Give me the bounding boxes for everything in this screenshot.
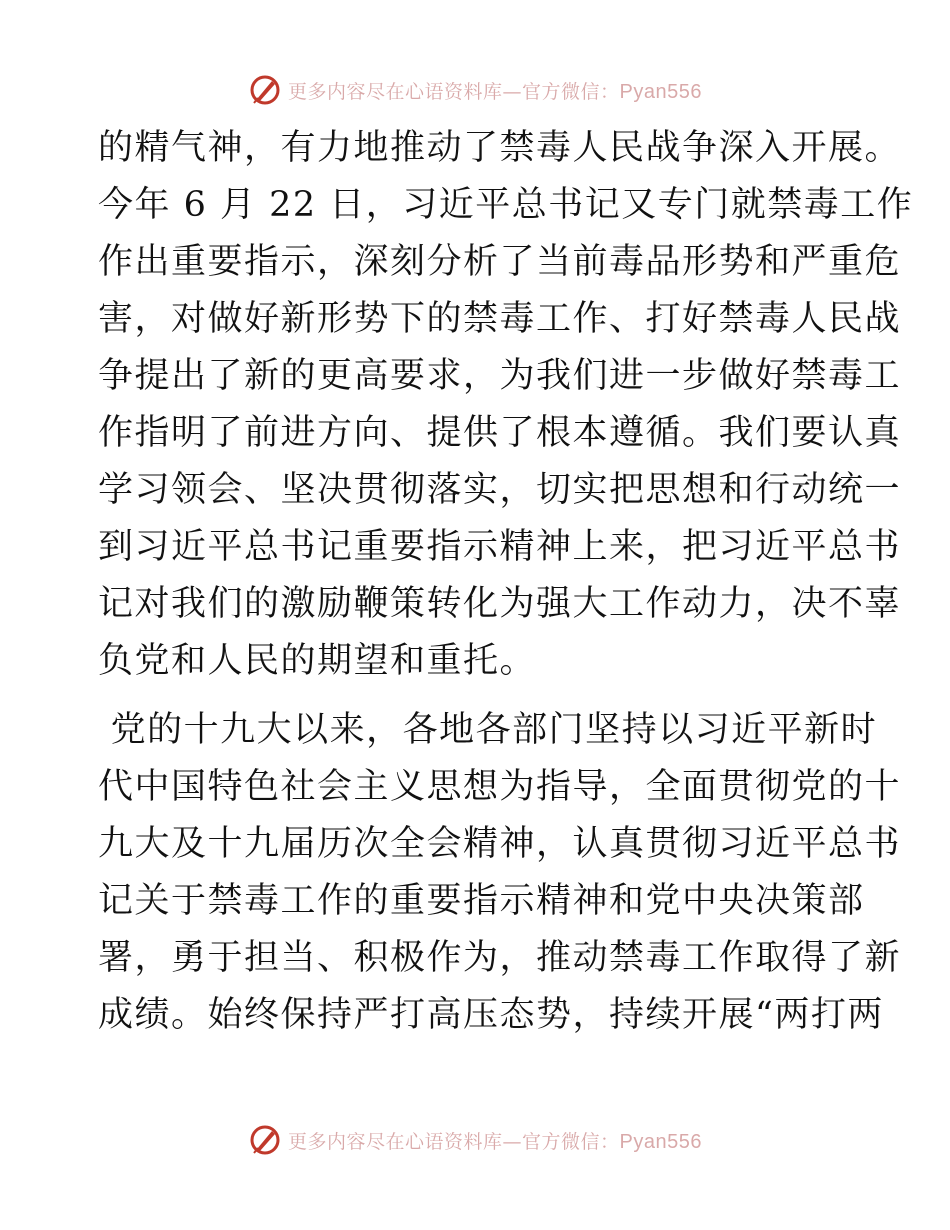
- document-body: [98, 120, 914, 1044]
- text-line: 九大及十九届历次全会精神，认真贯彻习近平总书: [98, 824, 902, 864]
- text-line: 署，勇于担当、积极作为，推动禁毒工作取得了新: [98, 938, 902, 978]
- watermark-label: 更多内容尽在心语资料库—官方微信：: [288, 1130, 620, 1153]
- text-line: 学习领会、坚决贯彻落实，切实把思想和行动统一: [98, 470, 902, 510]
- paragraph-2: [98, 702, 902, 1044]
- quill-circle-logo-icon: [248, 1123, 282, 1157]
- text-line: 作出重要指示，深刻分析了当前毒品形势和严重危: [98, 242, 902, 282]
- text-line: 记关于禁毒工作的重要指示精神和党中央决策部: [98, 881, 865, 921]
- text-line: 负党和人民的期望和重托。: [98, 641, 537, 681]
- text-line: 代中国特色社会主义思想为指导，全面贯彻党的十: [98, 767, 902, 807]
- watermark-account: Pyan556: [619, 80, 702, 103]
- watermark-text: [288, 77, 702, 104]
- watermark-account: Pyan556: [619, 1130, 702, 1153]
- paragraph-gap: [98, 690, 858, 702]
- footer-watermark: [0, 1120, 950, 1160]
- paragraph-1: [98, 120, 914, 690]
- text-line: 到习近平总书记重要指示精神上来，把习近平总书: [98, 527, 902, 567]
- text-line: 作指明了前进方向、提供了根本遵循。我们要认真: [98, 413, 902, 453]
- text-line: 记对我们的激励鞭策转化为强大工作动力，决不辜: [98, 584, 902, 624]
- watermark-text: [288, 1127, 702, 1154]
- watermark-label: 更多内容尽在心语资料库—官方微信：: [288, 80, 620, 103]
- header-watermark: [0, 70, 950, 110]
- quill-circle-logo-icon: [248, 73, 282, 107]
- text-line: 害，对做好新形势下的禁毒工作、打好禁毒人民战: [98, 299, 902, 339]
- text-line: 成绩。始终保持严打高压态势，持续开展“两打两: [98, 995, 884, 1035]
- text-line: 今年 6 月 22 日，习近平总书记又专门就禁毒工作: [98, 185, 914, 225]
- text-line: 争提出了新的更高要求，为我们进一步做好禁毒工: [98, 356, 902, 396]
- text-line: 的精气神，有力地推动了禁毒人民战争深入开展。: [98, 128, 902, 168]
- text-line: 党的十九大以来，各地各部门坚持以习近平新时: [98, 710, 878, 750]
